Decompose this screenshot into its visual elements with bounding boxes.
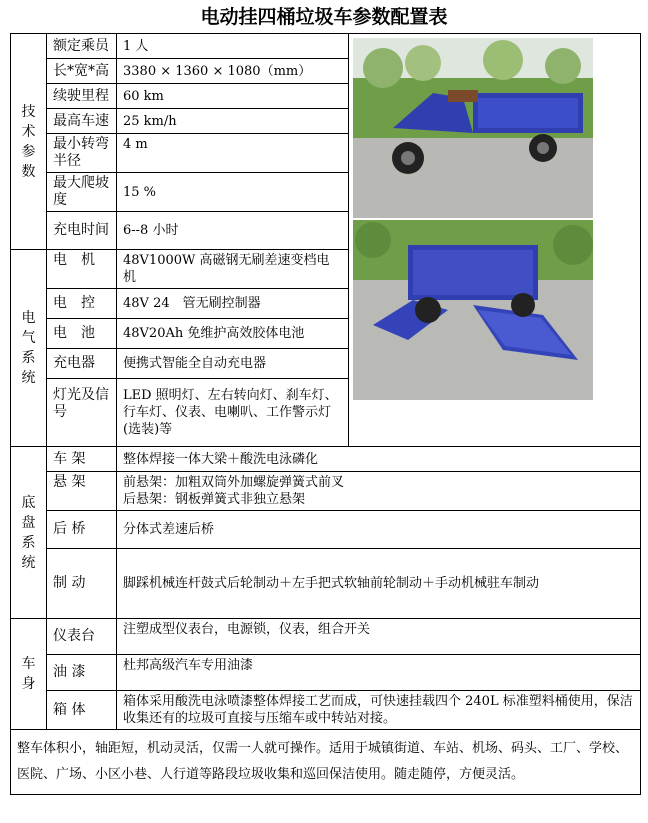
- category-body: 车身: [11, 619, 47, 730]
- row-label: 充电器: [47, 349, 117, 379]
- category-tech: 技术参数: [11, 34, 47, 250]
- category-chassis: 底盘系统: [11, 447, 47, 619]
- row-label: 最高车速: [47, 109, 117, 134]
- row-value: 48V1000W 高磁钢无刷差速变档电机: [117, 250, 349, 289]
- row-label: 灯光及信号: [47, 379, 117, 447]
- row-value: 1 人: [117, 34, 349, 59]
- vehicle-photo-side: [353, 38, 593, 218]
- row-value: 前悬架：加粗双筒外加螺旋弹簧式前叉 后悬架：钢板弹簧式非独立悬架: [117, 472, 641, 511]
- spec-table: [10, 33, 641, 795]
- row-value: 6--8 小时: [117, 212, 349, 250]
- row-value: 60 km: [117, 84, 349, 109]
- row-value: 脚踩机械连杆鼓式后轮制动＋左手把式软轴前轮制动＋手动机械驻车制动: [117, 549, 641, 619]
- row-value: 便携式智能全自动充电器: [117, 349, 349, 379]
- vehicle-photo-ramp: [353, 220, 593, 400]
- row-label: 长*宽*高: [47, 59, 117, 84]
- row-label: 续驶里程: [47, 84, 117, 109]
- row-value: 48V 24 管无刷控制器: [117, 289, 349, 319]
- row-value: 25 km/h: [117, 109, 349, 134]
- footer-description: 整车体积小，轴距短，机动灵活，仅需一人就可操作。适用于城镇街道、车站、机场、码头、工厂、学校、医院、广场、小区小巷、人行道等路段垃圾收集和巡回保洁使用。随走随停，方便灵活。: [11, 730, 641, 795]
- row-label: 仪表台: [47, 619, 117, 655]
- row-value: 整体焊接一体大梁＋酸洗电泳磷化: [117, 447, 641, 472]
- row-value: 箱体采用酸洗电泳喷漆整体焊接工艺而成，可快速挂载四个 240L 标准塑料桶使用，保洁收集还有的垃圾可直接与压缩车或中转站对接。: [117, 691, 641, 730]
- row-label: 制 动: [47, 549, 117, 619]
- row-label: 最小转弯半径: [47, 134, 117, 173]
- row-value: 分体式差速后桥: [117, 511, 641, 549]
- row-label: 箱 体: [47, 691, 117, 730]
- row-value: 注塑成型仪表台，电源锁，仪表，组合开关: [117, 619, 641, 655]
- row-label: 悬 架: [47, 472, 117, 511]
- page-title: 电动挂四桶垃圾车参数配置表: [200, 6, 448, 28]
- photo-cell: [349, 34, 641, 447]
- row-value: 杜邦高级汽车专用油漆: [117, 655, 641, 691]
- row-label: 电 控: [47, 289, 117, 319]
- category-elec: 电气系统: [11, 250, 47, 447]
- row-value: 48V20Ah 免维护高效胶体电池: [117, 319, 349, 349]
- row-value: LED 照明灯、左右转向灯、刹车灯、行车灯、仪表、电喇叭、工作警示灯(选装)等: [117, 379, 349, 447]
- row-label: 充电时间: [47, 212, 117, 250]
- row-label: 最大爬坡度: [47, 173, 117, 212]
- row-value: 3380 × 1360 × 1080（mm）: [117, 59, 349, 84]
- row-label: 电 池: [47, 319, 117, 349]
- row-label: 后 桥: [47, 511, 117, 549]
- row-value: 4 m: [117, 134, 349, 173]
- row-label: 额定乘员: [47, 34, 117, 59]
- row-value: 15 %: [117, 173, 349, 212]
- row-label: 电 机: [47, 250, 117, 289]
- row-label: 车 架: [47, 447, 117, 472]
- row-label: 油 漆: [47, 655, 117, 691]
